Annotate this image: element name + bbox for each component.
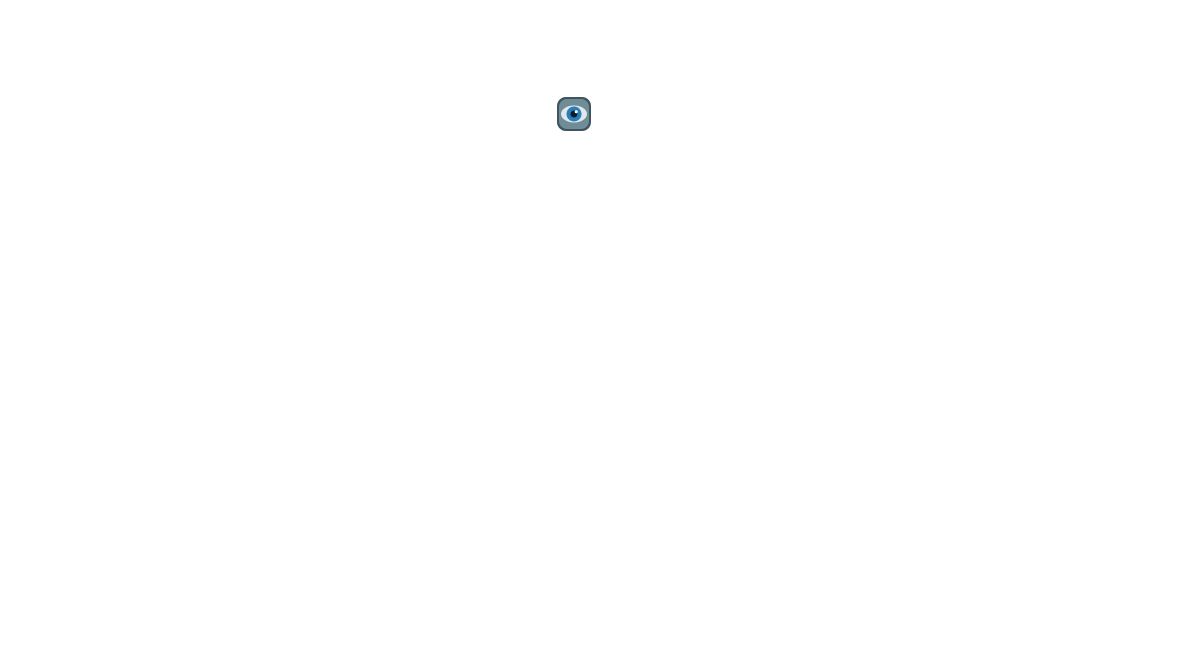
eye-logo-icon: [556, 96, 592, 132]
abstract-body: [115, 366, 578, 648]
figure-1-chart: [612, 318, 1092, 540]
paper-title-row: [0, 96, 1155, 132]
